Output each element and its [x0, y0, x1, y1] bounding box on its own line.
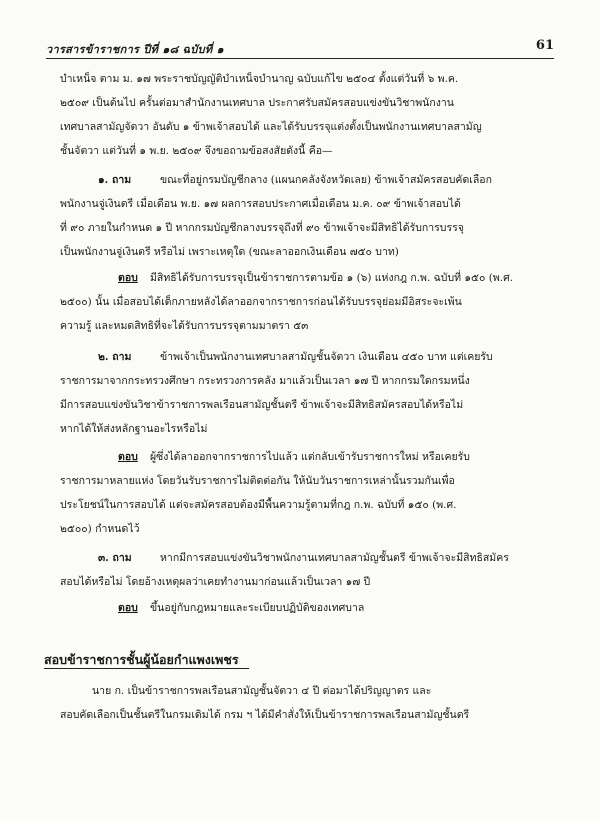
page-header	[46, 38, 554, 60]
question-line: ที่ ๙๐ ภายในกำหนด ๑ ปี หากกรมบัญชีกลางบรรจุถึงที่ ๙๐ ข้าพเจ้าจะมีสิทธิได้รับการบรรจุ	[60, 222, 464, 234]
page-number: 61	[535, 38, 554, 53]
question-label: ๑. ถาม	[98, 174, 132, 186]
question-label: ๓. ถาม	[98, 552, 132, 564]
question-line: เป็นพนักงานจู่เงินตรี หรือไม่ เพราะเหตุใด (ขณะลาออกเงินเดือน ๗๕๐ บาท)	[60, 246, 399, 258]
answer-label: ตอบ	[118, 602, 138, 614]
intro-line: เทศบาลสามัญจัตวา อันดับ ๑ ข้าพเจ้าสอบได้ และได้รับบรรจุแต่งตั้งเป็นพนักงานเทศบาลสามัญ	[60, 121, 482, 133]
section-line: นาย ก. เป็นข้าราชการพลเรือนสามัญชั้นจัตวา ๔ ปี ต่อมาได้ปริญญาตร และ	[92, 685, 432, 697]
journal-title: วารสารข้าราชการ ปีที่ ๑๘ ฉบับที่ ๑	[46, 43, 224, 56]
answer-line: ๒๕๐๐) นั้น เมื่อสอบได้เด็กภายหลังได้ลาออกจากราชการก่อนได้รับบรรจุย่อมมีอิสระจะเพ้น	[60, 296, 462, 308]
question-line: ขณะที่อยู่กรมบัญชีกลาง (แผนกคลังจังหวัดเลย) ข้าพเจ้าสมัครสอบคัดเลือก	[160, 174, 492, 186]
answer-line: ขึ้นอยู่กับกฎหมายและระเบียบปฏิบัติของเทศบาล	[150, 602, 365, 614]
question-line: ราชการมาจากกระทรวงศึกษา กระทรวงการคลัง มาแล้วเป็นเวลา ๑๗ ปี หากกรมใดกรมหนึ่ง	[60, 375, 470, 387]
section-line: สอบคัดเลือกเป็นชั้นตรีในกรมเดิมได้ กรม ฯ ได้มีคำสั่งให้เป็นข้าราชการพลเรือนสามัญชั้นตรี	[60, 709, 470, 721]
intro-line: ๒๕๐๙ เป็นต้นไป ครั้นต่อมาสำนักงานเทศบาล ประกาศรับสมัครสอบแข่งขันวิชาพนักงาน	[60, 97, 454, 109]
question-line: ข้าพเจ้าเป็นพนักงานเทศบาลสามัญชั้นจัตวา เงินเดือน ๔๕๐ บาท แต่เคยรับ	[160, 351, 493, 363]
section-heading-rule	[44, 668, 249, 669]
answer-label: ตอบ	[118, 451, 138, 463]
question-line: พนักงานจู่เงินตรี เมื่อเดือน พ.ย. ๑๗ ผลการสอบประกาศเมื่อเดือน ม.ค. ๐๙ ข้าพเจ้าสอบได้	[60, 198, 461, 210]
answer-line: ๒๕๐๐) กำหนดไว้	[60, 523, 140, 535]
section-heading: สอบข้าราชการชั้นผู้น้อยกำแพงเพชร	[44, 652, 239, 667]
answer-label: ตอบ	[118, 272, 138, 284]
answer-line: ประโยชน์ในการสอบได้ แต่จะสมัครสอบต้องมีพื้นความรู้ตามที่กฎ ก.พ. ฉบับที่ ๑๕๐ (พ.ศ.	[60, 499, 457, 511]
answer-line: ความรู้ และหมดสิทธิที่จะได้รับการบรรจุตามมาตรา ๕๓	[60, 320, 309, 332]
answer-line: มีสิทธิได้รับการบรรจุเป็นข้าราชการตามข้อ ๑ (๖) แห่งกฎ ก.พ. ฉบับที่ ๑๕๐ (พ.ศ.	[150, 272, 514, 284]
header-rule	[46, 58, 554, 59]
answer-line: ผู้ซึ่งได้ลาออกจากราชการไปแล้ว แต่กลับเข้ารับราชการใหม่ หรือเคยรับ	[150, 451, 470, 463]
question-line: หากมีการสอบแข่งขันวิชาพนักงานเทศบาลสามัญชั้นตรี ข้าพเจ้าจะมีสิทธิสมัคร	[160, 552, 509, 564]
question-line: มีการสอบแข่งขันวิชาข้าราชการพลเรือนสามัญชั้นตรี ข้าพเจ้าจะมีสิทธิสมัครสอบได้หรือไม่	[60, 399, 464, 411]
question-line: สอบได้หรือไม่ โดยอ้างเหตุผลว่าเคยทำงานมาก่อนแล้วเป็นเวลา ๑๗ ปี	[60, 576, 371, 588]
intro-line: บำเหน็จ ตาม ม. ๑๗ พระราชบัญญัติบำเหน็จบำนาญ ฉบับแก้ไข ๒๕๐๔ ตั้งแต่วันที่ ๖ พ.ค.	[60, 73, 459, 85]
question-line: หากได้ให้ส่งหลักฐานอะไรหรือไม่	[60, 423, 208, 435]
question-label: ๒. ถาม	[98, 351, 132, 363]
answer-line: ราชการมาหลายแห่ง โดยวันรับราชการไม่ติดต่อกัน ให้นับวันราชการเหล่านั้นรวมกันเพื่อ	[60, 475, 455, 487]
intro-line: ชั้นจัตวา แต่วันที่ ๑ พ.ย. ๒๕๐๙ จึงขอถามข้อสงสัยดังนี้ คือ—	[60, 145, 333, 157]
